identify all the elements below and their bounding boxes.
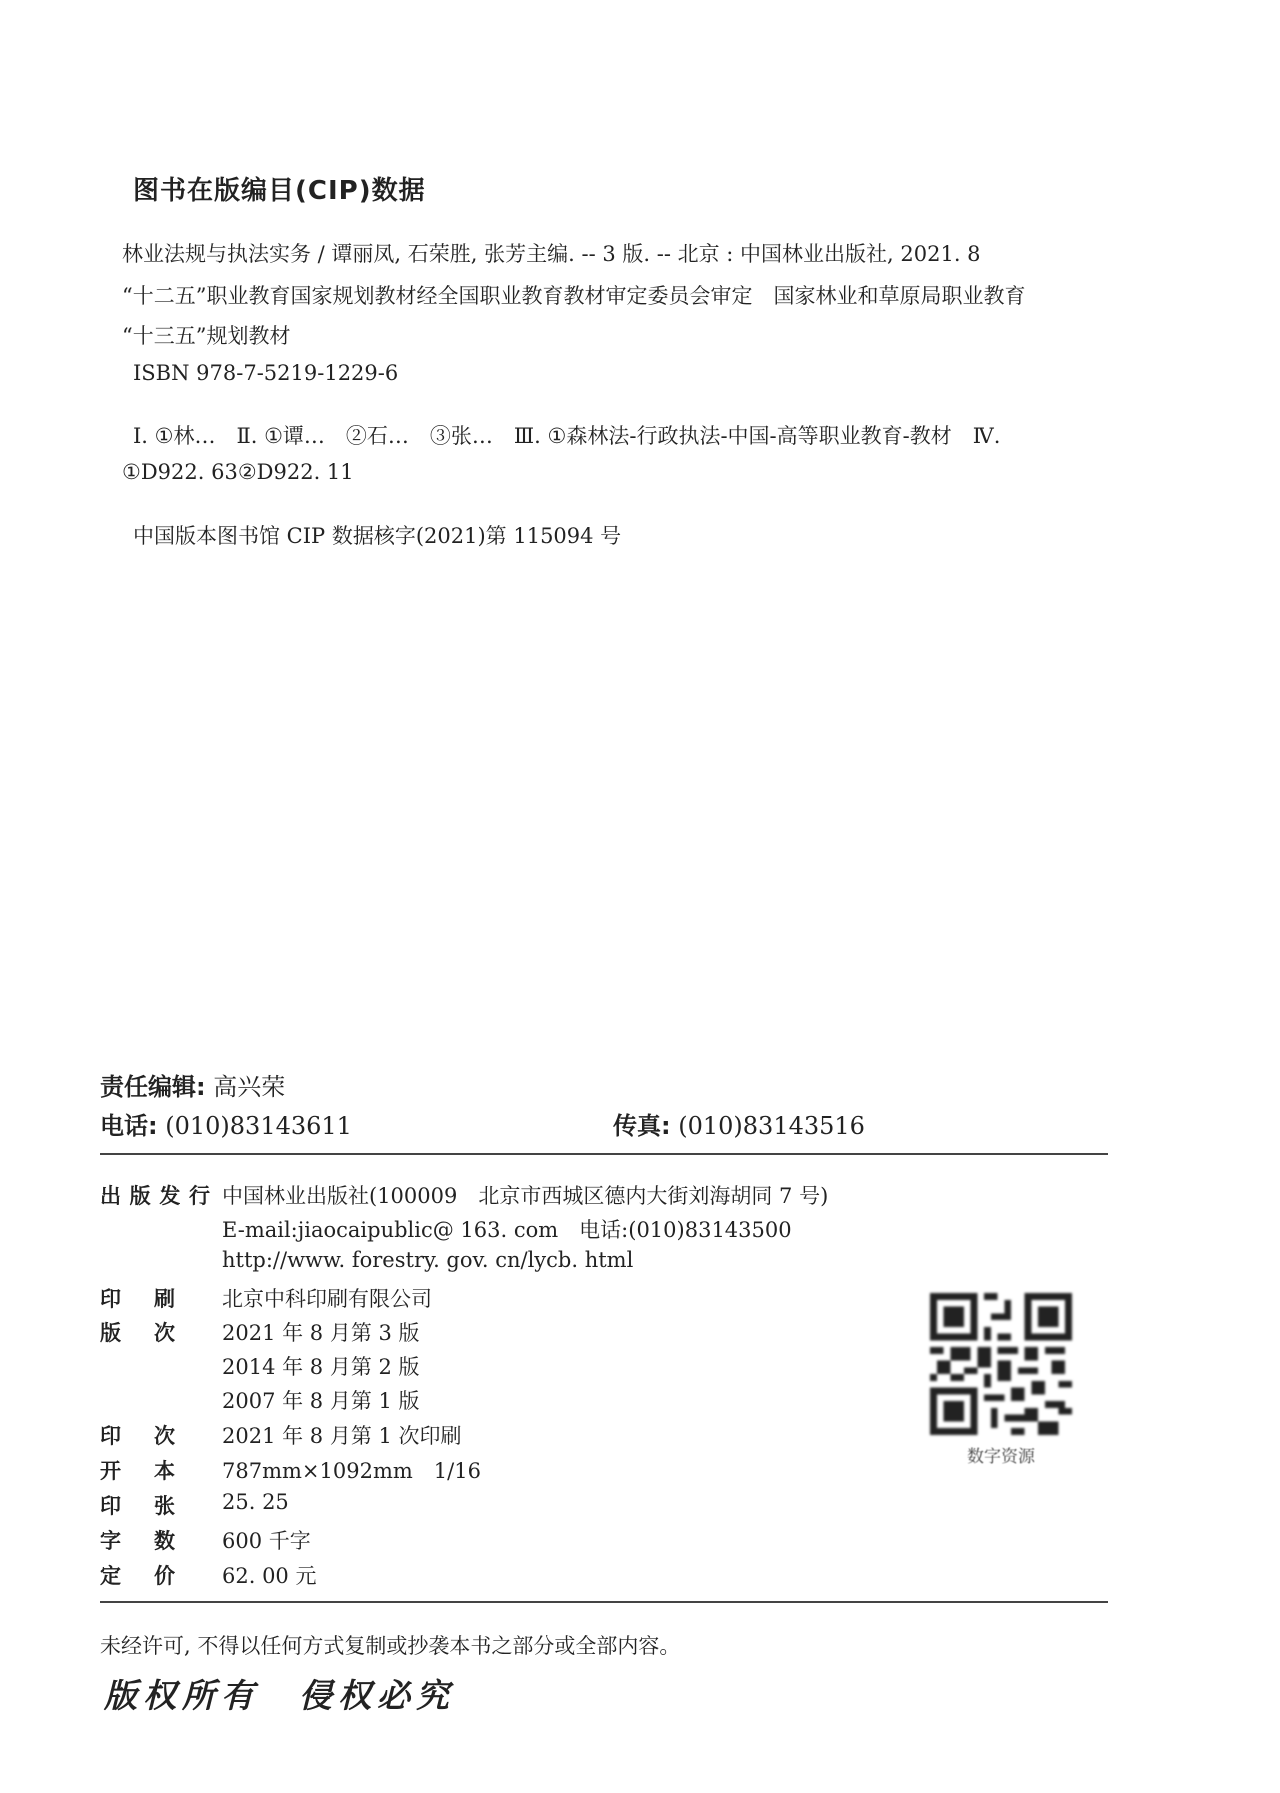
responsible-editor bbox=[100, 1067, 285, 1102]
copyright-notice: 未经许可, 不得以任何方式复制或抄袭本书之部分或全部内容。 bbox=[100, 1634, 681, 1658]
subject-classification: Ⅰ. ①林… Ⅱ. ①谭… ②石… ③张… Ⅲ. ①森林法-行政执法-中国-高等职业教育-教材 Ⅳ. bbox=[133, 424, 1001, 448]
editor-phone bbox=[100, 1106, 352, 1141]
editor-name: 高兴荣 bbox=[213, 1073, 286, 1101]
fax-label: 传真: bbox=[613, 1112, 671, 1140]
cip-check-number: 中国版本图书馆 CIP 数据核字(2021)第 115094 号 bbox=[133, 524, 622, 548]
cip-title: 图书在版编目(CIP)数据 bbox=[133, 176, 426, 206]
editor-fax bbox=[613, 1106, 865, 1141]
detail-label: 字 数 bbox=[100, 1529, 175, 1553]
phone-value: (010)83143611 bbox=[165, 1112, 352, 1140]
editor-label: 责任编辑: bbox=[100, 1073, 206, 1101]
sheets-value: 25. 25 bbox=[222, 1490, 289, 1514]
divider-bottom bbox=[100, 1601, 1108, 1603]
cip-series-line-cont: “十三五”规划教材 bbox=[122, 324, 291, 348]
detail-label: 开 本 bbox=[100, 1459, 175, 1483]
isbn: ISBN 978-7-5219-1229-6 bbox=[133, 361, 399, 385]
impression-value: 2021 年 8 月第 1 次印刷 bbox=[222, 1424, 462, 1448]
edition-value: 2014 年 8 月第 2 版 bbox=[222, 1355, 420, 1379]
detail-label: 印 次 bbox=[100, 1424, 175, 1448]
detail-label: 印 刷 bbox=[100, 1287, 175, 1311]
edition-value: 2007 年 8 月第 1 版 bbox=[222, 1389, 420, 1413]
publisher-website: http://www. forestry. gov. cn/lycb. html bbox=[222, 1248, 634, 1272]
detail-label: 版 次 bbox=[100, 1321, 175, 1345]
cip-bibliographic-line: 林业法规与执法实务 / 谭丽凤, 石荣胜, 张芳主编. -- 3 版. -- 北京 : 中国林业出版社, 2021. 8 bbox=[122, 242, 981, 266]
wordcount-value: 600 千字 bbox=[222, 1529, 311, 1553]
edition-value: 2021 年 8 月第 3 版 bbox=[222, 1321, 420, 1345]
rights-reserved: 版权所有 侵权必究 bbox=[104, 1676, 455, 1715]
publisher-email-phone: E-mail:jiaocaipublic@ 163. com 电话:(010)83143500 bbox=[222, 1218, 792, 1242]
price-value: 62. 00 元 bbox=[222, 1564, 317, 1588]
detail-label: 定 价 bbox=[100, 1564, 175, 1588]
cip-series-line: “十二五”职业教育国家规划教材经全国职业教育教材审定委员会审定 国家林业和草原局职业教育 bbox=[122, 284, 1026, 308]
detail-label: 印 张 bbox=[100, 1494, 175, 1518]
printer-value: 北京中科印刷有限公司 bbox=[222, 1287, 432, 1311]
fax-value: (010)83143516 bbox=[678, 1112, 865, 1140]
publisher-label: 出 版 发 行 bbox=[100, 1184, 210, 1208]
format-value: 787mm×1092mm 1/16 bbox=[222, 1459, 481, 1483]
classification-numbers: ①D922. 63②D922. 11 bbox=[122, 460, 354, 484]
phone-label: 电话: bbox=[100, 1112, 158, 1140]
qr-code[interactable] bbox=[930, 1293, 1072, 1435]
divider-top bbox=[100, 1153, 1108, 1155]
qr-caption: 数字资源 bbox=[967, 1447, 1035, 1467]
publisher-address: 中国林业出版社(100009 北京市西城区德内大街刘海胡同 7 号) bbox=[222, 1184, 829, 1208]
